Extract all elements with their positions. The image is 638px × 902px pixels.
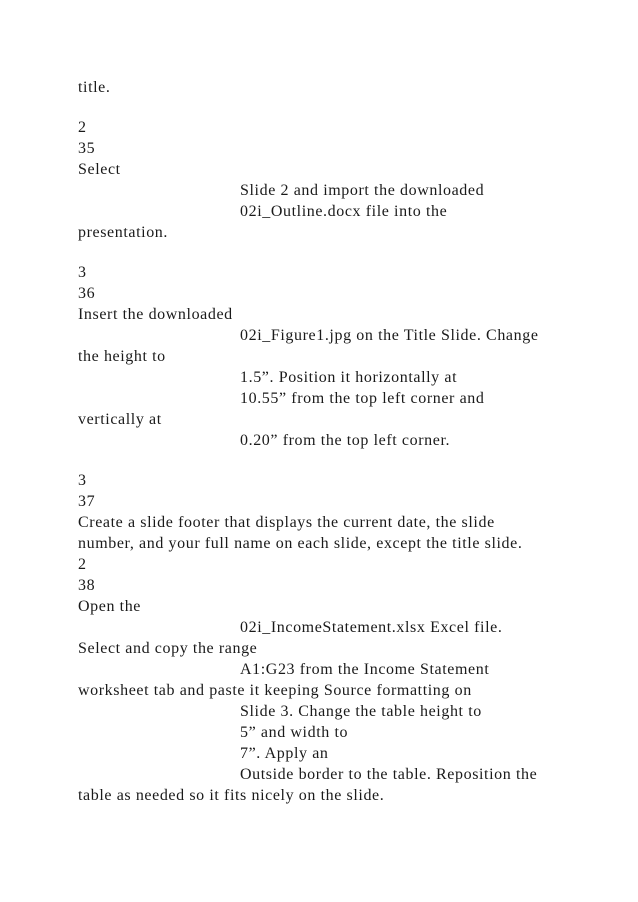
text-line: Create a slide footer that displays the current date, the slide <box>78 514 495 531</box>
text-line: Slide 2 and import the downloaded <box>240 182 485 199</box>
text-line: the height to <box>78 348 166 365</box>
text-line: 02i_Outline.docx file into the <box>240 203 448 220</box>
text-line: title. <box>78 79 111 96</box>
points-value: 3 <box>78 472 87 489</box>
text-line: 5” and width to <box>240 724 349 741</box>
step-number: 38 <box>78 577 96 594</box>
text-line: 02i_Figure1.jpg on the Title Slide. Change <box>240 327 539 344</box>
points-value: 3 <box>78 264 87 281</box>
step-number: 35 <box>78 140 96 157</box>
text-line: worksheet tab and paste it keeping Source formatting on <box>78 682 472 699</box>
text-line: presentation. <box>78 224 168 241</box>
text-line: table as needed so it fits nicely on the slide. <box>78 787 385 804</box>
text-line: Select and copy the range <box>78 640 258 657</box>
text-line: 1.5”. Position it horizontally at <box>240 369 458 386</box>
points-value: 2 <box>78 556 87 573</box>
text-line: 0.20” from the top left corner. <box>240 432 451 449</box>
text-line: Open the <box>78 598 142 615</box>
text-line: 7”. Apply an <box>240 745 329 762</box>
text-line: Insert the downloaded <box>78 306 233 323</box>
text-line: number, and your full name on each slide, except the title slide. <box>78 535 523 552</box>
text-line: Select <box>78 161 121 178</box>
text-line: 10.55” from the top left corner and <box>240 390 485 407</box>
step-number: 36 <box>78 285 96 302</box>
text-line: vertically at <box>78 411 162 428</box>
text-line: Slide 3. Change the table height to <box>240 703 482 720</box>
step-number: 37 <box>78 493 96 510</box>
text-line: Outside border to the table. Reposition the <box>240 766 538 783</box>
text-line: 02i_IncomeStatement.xlsx Excel file. <box>240 619 503 636</box>
text-line: A1:G23 from the Income Statement <box>240 661 490 678</box>
points-value: 2 <box>78 119 87 136</box>
